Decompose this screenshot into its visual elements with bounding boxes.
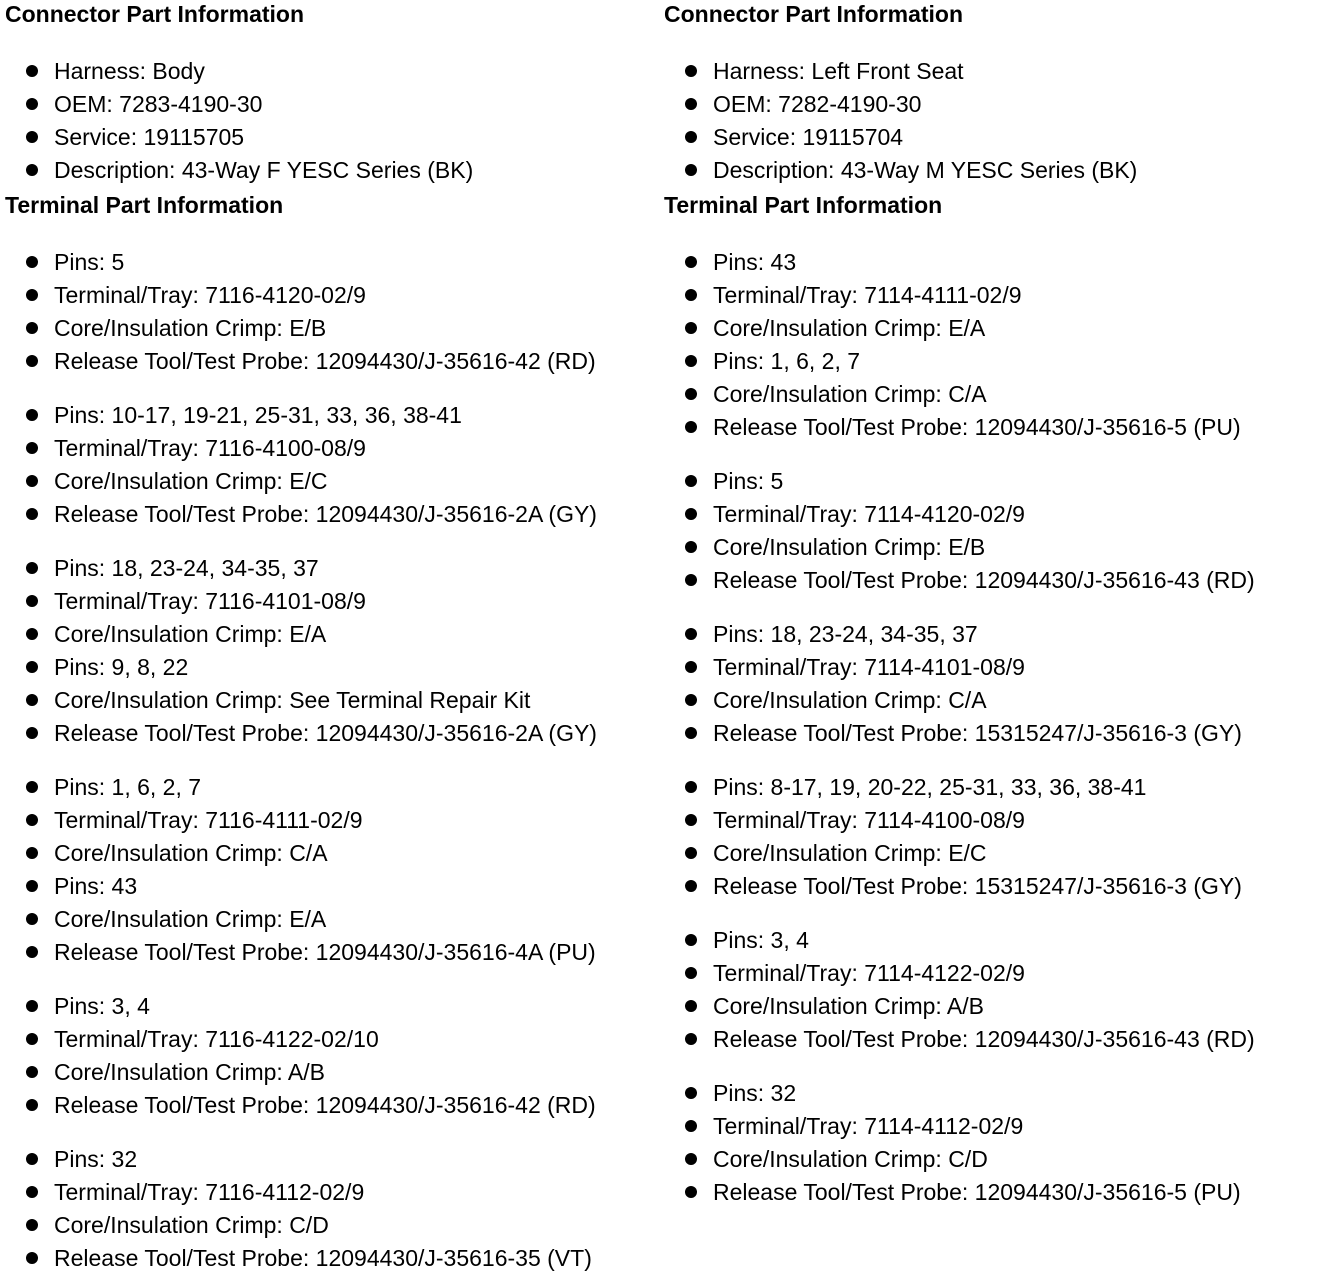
list-item-text: Pins: 8-17, 19, 20-22, 25-31, 33, 36, 38-41 bbox=[713, 774, 1147, 800]
list-item bbox=[664, 1023, 1324, 1056]
list-item bbox=[5, 279, 655, 312]
terminal-part-heading: Terminal Part Information bbox=[664, 192, 943, 218]
bullet-icon bbox=[685, 1087, 697, 1099]
terminal-group bbox=[5, 399, 655, 531]
bullet-icon bbox=[685, 694, 697, 706]
bullet-icon bbox=[26, 1153, 38, 1165]
list-item bbox=[664, 870, 1324, 903]
list-item-text: Terminal/Tray: 7114-4100-08/9 bbox=[713, 807, 1025, 833]
list-item-text: Terminal/Tray: 7116-4122-02/10 bbox=[54, 1026, 379, 1052]
list-item-text: Pins: 3, 4 bbox=[713, 927, 809, 953]
list-item-text: OEM: 7283-4190-30 bbox=[54, 91, 263, 117]
bullet-icon bbox=[685, 131, 697, 143]
list-item-text: Pins: 32 bbox=[54, 1146, 138, 1172]
list-item-text: Pins: 43 bbox=[713, 249, 797, 275]
bullet-icon bbox=[26, 1219, 38, 1231]
list-item bbox=[5, 552, 655, 585]
bullet-icon bbox=[685, 781, 697, 793]
bullet-icon bbox=[685, 65, 697, 77]
list-item-text: Terminal/Tray: 7114-4122-02/9 bbox=[713, 960, 1025, 986]
list-item bbox=[5, 498, 655, 531]
list-item-text: Terminal/Tray: 7114-4101-08/9 bbox=[713, 654, 1025, 680]
list-item-text: Harness: Body bbox=[54, 58, 205, 84]
list-item-text: Pins: 1, 6, 2, 7 bbox=[713, 348, 861, 374]
bullet-icon bbox=[26, 847, 38, 859]
connector-part-heading: Connector Part Information bbox=[5, 1, 305, 27]
list-item bbox=[664, 1110, 1324, 1143]
list-item bbox=[5, 345, 655, 378]
bullet-icon bbox=[685, 508, 697, 520]
bullet-icon bbox=[26, 475, 38, 487]
bullet-icon bbox=[685, 880, 697, 892]
list-item bbox=[5, 990, 655, 1023]
list-item bbox=[664, 1077, 1324, 1110]
list-item bbox=[664, 684, 1324, 717]
list-item bbox=[664, 411, 1324, 444]
list-item-text: Release Tool/Test Probe: 12094430/J-35616-5 (PU) bbox=[713, 414, 1241, 440]
list-item bbox=[664, 651, 1324, 684]
bullet-icon bbox=[26, 256, 38, 268]
list-item-text: Release Tool/Test Probe: 15315247/J-35616-3 (GY) bbox=[713, 873, 1242, 899]
list-item bbox=[664, 55, 1324, 88]
list-item bbox=[5, 771, 655, 804]
list-item bbox=[5, 1143, 655, 1176]
bullet-icon bbox=[26, 1099, 38, 1111]
list-item bbox=[5, 870, 655, 903]
bullet-icon bbox=[26, 694, 38, 706]
bullet-icon bbox=[26, 781, 38, 793]
list-item-text: Terminal/Tray: 7114-4120-02/9 bbox=[713, 501, 1025, 527]
list-item-text: Pins: 10-17, 19-21, 25-31, 33, 36, 38-41 bbox=[54, 402, 462, 428]
bullet-icon bbox=[26, 164, 38, 176]
list-item-text: Core/Insulation Crimp: C/D bbox=[54, 1212, 329, 1238]
bullet-icon bbox=[26, 628, 38, 640]
list-item-text: Pins: 32 bbox=[713, 1080, 797, 1106]
bullet-icon bbox=[26, 409, 38, 421]
bullet-icon bbox=[685, 814, 697, 826]
terminal-group bbox=[664, 246, 1324, 444]
bullet-icon bbox=[26, 1186, 38, 1198]
list-item bbox=[5, 837, 655, 870]
list-item-text: Core/Insulation Crimp: C/D bbox=[713, 1146, 988, 1172]
terminal-group bbox=[664, 618, 1324, 750]
list-item-text: Core/Insulation Crimp: A/B bbox=[54, 1059, 326, 1085]
list-item bbox=[5, 121, 655, 154]
list-item bbox=[5, 399, 655, 432]
bullet-icon bbox=[26, 98, 38, 110]
bullet-icon bbox=[26, 595, 38, 607]
list-item bbox=[664, 771, 1324, 804]
list-item-text: Terminal/Tray: 7116-4100-08/9 bbox=[54, 435, 366, 461]
bullet-icon bbox=[26, 1000, 38, 1012]
list-item-text: Terminal/Tray: 7114-4111-02/9 bbox=[713, 282, 1022, 308]
list-item-text: Harness: Left Front Seat bbox=[713, 58, 964, 84]
bullet-icon bbox=[26, 289, 38, 301]
list-item bbox=[664, 1143, 1324, 1176]
terminal-group bbox=[5, 246, 655, 378]
list-item bbox=[5, 1023, 655, 1056]
list-item bbox=[664, 564, 1324, 597]
list-item-text: Core/Insulation Crimp: E/C bbox=[54, 468, 328, 494]
list-item-text: Pins: 1, 6, 2, 7 bbox=[54, 774, 202, 800]
terminal-group bbox=[664, 771, 1324, 903]
bullet-icon bbox=[26, 1066, 38, 1078]
list-item bbox=[664, 990, 1324, 1023]
list-item bbox=[664, 378, 1324, 411]
list-item bbox=[664, 717, 1324, 750]
bullet-icon bbox=[685, 727, 697, 739]
bullet-icon bbox=[685, 355, 697, 367]
terminal-group bbox=[664, 924, 1324, 1056]
list-item-text: Release Tool/Test Probe: 12094430/J-35616-4A (PU) bbox=[54, 939, 596, 965]
list-item bbox=[5, 903, 655, 936]
list-item-text: Core/Insulation Crimp: C/A bbox=[713, 381, 987, 407]
bullet-icon bbox=[685, 934, 697, 946]
list-item-text: Release Tool/Test Probe: 12094430/J-35616-42 (RD) bbox=[54, 1092, 596, 1118]
list-item bbox=[664, 957, 1324, 990]
list-item bbox=[664, 924, 1324, 957]
list-item-text: Description: 43-Way F YESC Series (BK) bbox=[54, 157, 474, 183]
list-item bbox=[664, 837, 1324, 870]
list-item-text: Core/Insulation Crimp: E/B bbox=[54, 315, 327, 341]
terminal-group bbox=[664, 1077, 1324, 1209]
list-item-text: Release Tool/Test Probe: 12094430/J-35616-43 (RD) bbox=[713, 1026, 1255, 1052]
terminal-group bbox=[5, 552, 655, 750]
bullet-icon bbox=[685, 1033, 697, 1045]
terminal-group bbox=[5, 990, 655, 1122]
bullet-icon bbox=[26, 355, 38, 367]
bullet-icon bbox=[26, 946, 38, 958]
list-item bbox=[5, 312, 655, 345]
list-item-text: Release Tool/Test Probe: 12094430/J-35616-35 (VT) bbox=[54, 1245, 592, 1271]
list-item bbox=[5, 465, 655, 498]
list-item bbox=[664, 279, 1324, 312]
bullet-icon bbox=[26, 1252, 38, 1264]
terminal-group bbox=[5, 771, 655, 969]
list-item-text: OEM: 7282-4190-30 bbox=[713, 91, 922, 117]
list-item-text: Release Tool/Test Probe: 12094430/J-35616-5 (PU) bbox=[713, 1179, 1241, 1205]
list-item bbox=[664, 312, 1324, 345]
list-item-text: Release Tool/Test Probe: 12094430/J-35616-42 (RD) bbox=[54, 348, 596, 374]
list-item-text: Description: 43-Way M YESC Series (BK) bbox=[713, 157, 1138, 183]
bullet-icon bbox=[26, 1033, 38, 1045]
bullet-icon bbox=[26, 814, 38, 826]
list-item-text: Core/Insulation Crimp: E/A bbox=[713, 315, 986, 341]
bullet-icon bbox=[26, 508, 38, 520]
bullet-icon bbox=[685, 475, 697, 487]
list-item-text: Release Tool/Test Probe: 15315247/J-35616-3 (GY) bbox=[713, 720, 1242, 746]
bullet-icon bbox=[685, 98, 697, 110]
bullet-icon bbox=[685, 289, 697, 301]
bullet-icon bbox=[685, 661, 697, 673]
list-item-text: Terminal/Tray: 7116-4120-02/9 bbox=[54, 282, 366, 308]
list-item bbox=[664, 246, 1324, 279]
list-item bbox=[664, 498, 1324, 531]
bullet-icon bbox=[685, 847, 697, 859]
list-item bbox=[664, 465, 1324, 498]
list-item bbox=[5, 88, 655, 121]
list-item bbox=[5, 1056, 655, 1089]
list-item bbox=[664, 804, 1324, 837]
list-item-text: Pins: 5 bbox=[54, 249, 125, 275]
bullet-icon bbox=[685, 421, 697, 433]
list-item-text: Service: 19115705 bbox=[54, 124, 245, 150]
list-item bbox=[5, 684, 655, 717]
list-item-text: Core/Insulation Crimp: E/B bbox=[713, 534, 986, 560]
list-item-text: Pins: 18, 23-24, 34-35, 37 bbox=[54, 555, 319, 581]
list-item bbox=[664, 618, 1324, 651]
bullet-icon bbox=[685, 628, 697, 640]
list-item bbox=[5, 585, 655, 618]
bullet-icon bbox=[26, 562, 38, 574]
list-item-text: Release Tool/Test Probe: 12094430/J-35616-2A (GY) bbox=[54, 720, 597, 746]
list-item-text: Core/Insulation Crimp: C/A bbox=[54, 840, 328, 866]
list-item bbox=[664, 531, 1324, 564]
bullet-icon bbox=[26, 661, 38, 673]
list-item bbox=[5, 618, 655, 651]
list-item bbox=[5, 804, 655, 837]
list-item bbox=[5, 1089, 655, 1122]
list-item-text: Core/Insulation Crimp: E/A bbox=[54, 906, 327, 932]
list-item-text: Core/Insulation Crimp: E/A bbox=[54, 621, 327, 647]
bullet-icon bbox=[685, 967, 697, 979]
list-item-text: Pins: 43 bbox=[54, 873, 138, 899]
list-item bbox=[5, 1209, 655, 1242]
bullet-icon bbox=[685, 1186, 697, 1198]
list-item-text: Pins: 9, 8, 22 bbox=[54, 654, 189, 680]
list-item bbox=[5, 651, 655, 684]
list-item bbox=[664, 345, 1324, 378]
bullet-icon bbox=[26, 880, 38, 892]
connector-info-list bbox=[5, 55, 655, 187]
list-item bbox=[5, 1242, 655, 1275]
right-column bbox=[664, 0, 1324, 1209]
list-item-text: Core/Insulation Crimp: C/A bbox=[713, 687, 987, 713]
list-item-text: Release Tool/Test Probe: 12094430/J-35616-43 (RD) bbox=[713, 567, 1255, 593]
list-item-text: Service: 19115704 bbox=[713, 124, 904, 150]
bullet-icon bbox=[26, 322, 38, 334]
bullet-icon bbox=[685, 574, 697, 586]
bullet-icon bbox=[685, 1120, 697, 1132]
list-item-text: Terminal/Tray: 7114-4112-02/9 bbox=[713, 1113, 1024, 1139]
list-item bbox=[664, 88, 1324, 121]
list-item bbox=[5, 154, 655, 187]
list-item-text: Terminal/Tray: 7116-4111-02/9 bbox=[54, 807, 363, 833]
connector-part-heading: Connector Part Information bbox=[664, 1, 964, 27]
list-item-text: Core/Insulation Crimp: A/B bbox=[713, 993, 985, 1019]
list-item-text: Core/Insulation Crimp: See Terminal Repair Kit bbox=[54, 687, 531, 713]
list-item bbox=[664, 121, 1324, 154]
terminal-group bbox=[5, 1143, 655, 1275]
bullet-icon bbox=[685, 256, 697, 268]
bullet-icon bbox=[685, 164, 697, 176]
list-item bbox=[5, 717, 655, 750]
bullet-icon bbox=[685, 1153, 697, 1165]
bullet-icon bbox=[26, 442, 38, 454]
list-item-text: Pins: 5 bbox=[713, 468, 784, 494]
bullet-icon bbox=[685, 322, 697, 334]
bullet-icon bbox=[685, 1000, 697, 1012]
terminal-group bbox=[664, 465, 1324, 597]
bullet-icon bbox=[26, 913, 38, 925]
list-item-text: Release Tool/Test Probe: 12094430/J-35616-2A (GY) bbox=[54, 501, 597, 527]
connector-info-list bbox=[664, 55, 1324, 187]
list-item bbox=[5, 432, 655, 465]
list-item bbox=[5, 55, 655, 88]
left-column bbox=[5, 0, 655, 1275]
list-item-text: Terminal/Tray: 7116-4101-08/9 bbox=[54, 588, 366, 614]
list-item-text: Pins: 3, 4 bbox=[54, 993, 150, 1019]
bullet-icon bbox=[685, 541, 697, 553]
terminal-part-heading: Terminal Part Information bbox=[5, 192, 284, 218]
list-item-text: Core/Insulation Crimp: E/C bbox=[713, 840, 987, 866]
bullet-icon bbox=[26, 65, 38, 77]
list-item bbox=[5, 246, 655, 279]
list-item bbox=[5, 1176, 655, 1209]
list-item-text: Terminal/Tray: 7116-4112-02/9 bbox=[54, 1179, 365, 1205]
list-item bbox=[664, 154, 1324, 187]
bullet-icon bbox=[26, 727, 38, 739]
list-item bbox=[664, 1176, 1324, 1209]
bullet-icon bbox=[685, 388, 697, 400]
list-item-text: Pins: 18, 23-24, 34-35, 37 bbox=[713, 621, 978, 647]
bullet-icon bbox=[26, 131, 38, 143]
list-item bbox=[5, 936, 655, 969]
